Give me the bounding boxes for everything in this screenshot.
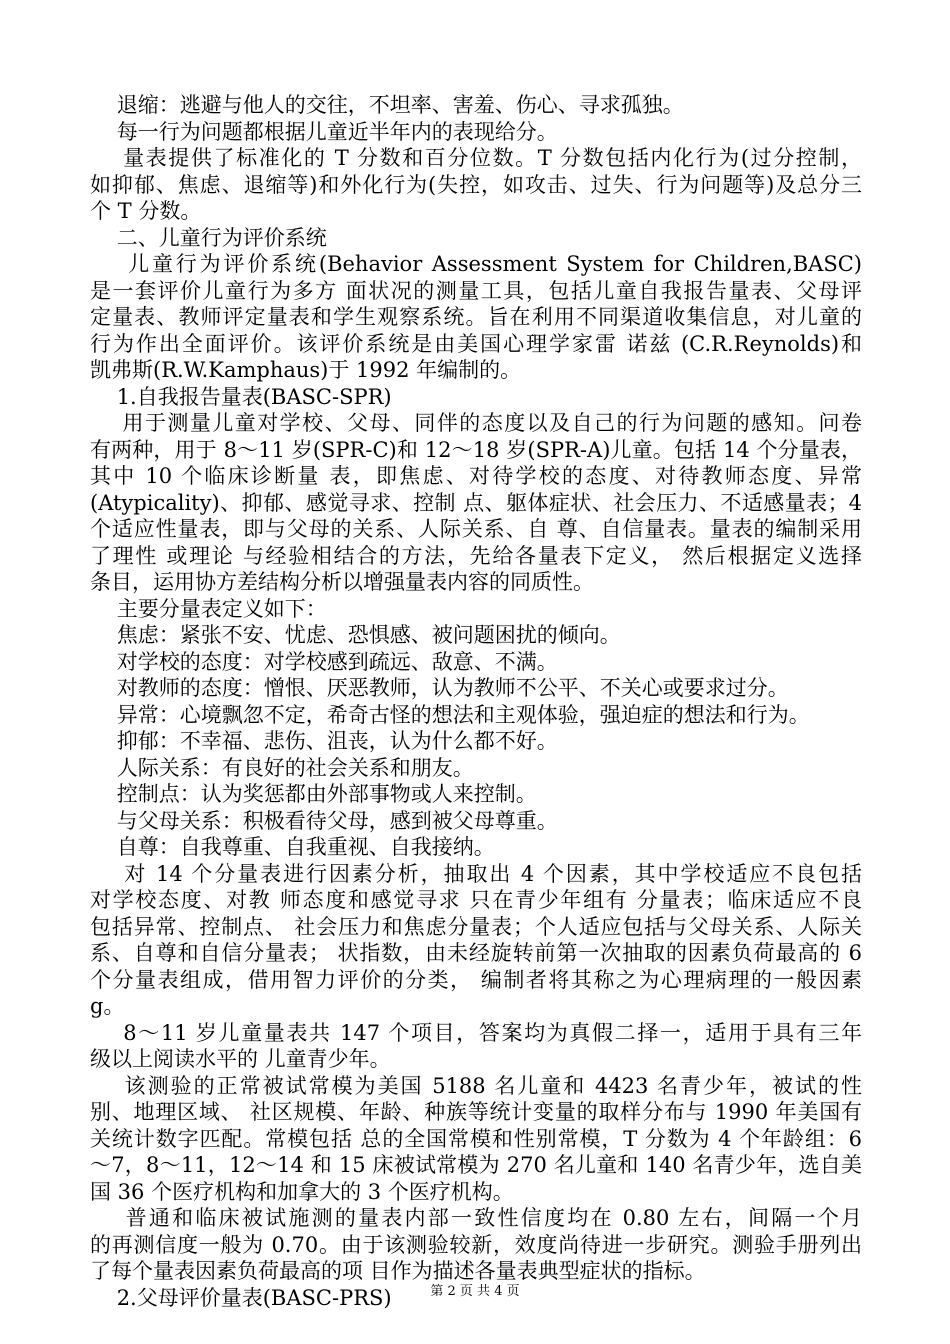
text-line: 个分量表组成，借用智力评价的分类， 编制者将其称之为心理病理的一般因素 [90, 967, 862, 992]
text-line: ～7，8～11，12～14 和 15 床被试常模为 270 名儿童和 140 名青少年，选自美 [90, 1153, 862, 1177]
text-line: 是一套评价儿童行为多方 面状况的测量工具，包括儿童自我报告量表、父母评 [90, 278, 862, 303]
text-line: 别、地理区域、 社区规模、年龄、种族等统计变量的取样分布与 1990 年美国有 [90, 1100, 862, 1124]
text-line: 2.父母评价量表(BASC-PRS) [90, 1285, 392, 1310]
text-line: 有两种，用于 8～11 岁(SPR-C)和 12～18 岁(SPR-A)儿童。包括 14 个分量表， [90, 437, 862, 462]
text-line: 8～11 岁儿童量表共 147 个项目，答案均为真假二择一，适用于具有三年 [90, 1020, 862, 1045]
text-line: 1.自我报告量表(BASC-SPR) [90, 384, 392, 409]
text-line: 主要分量表定义如下： [90, 596, 327, 621]
text-line: 二、儿童行为评价系统 [90, 225, 327, 250]
text-line: 个 T 分数。 [90, 199, 202, 223]
text-line: 对 14 个分量表进行因素分析，抽取出 4 个因素，其中学校适应不良包括 [90, 861, 862, 886]
text-line: 定量表、教师评定量表和学生观察系统。旨在利用不同渠道收集信息，对儿童的 [90, 305, 862, 329]
text-line: 人际关系：有良好的社会关系和朋友。 [90, 755, 474, 780]
text-line: 退缩：逃避与他人的交往，不坦率、害羞、伤心、寻求孤独。 [90, 93, 684, 117]
text-line: 包括异常、控制点、 社会压力和焦虑分量表；个人适应包括与父母关系、人际关 [90, 914, 862, 939]
text-line: 用于测量儿童对学校、父母、同伴的态度以及自己的行为问题的感知。问卷 [90, 411, 862, 435]
text-line: 如抑郁、焦虑、退缩等)和外化行为(失控，如攻击、过失、行为问题等)及总分三 [90, 172, 862, 197]
text-line: 凯弗斯(R.W.Kamphaus)于 1992 年编制的。 [90, 358, 522, 382]
text-line: 普通和临床被试施测的量表内部一致性信度均在 0.80 左右，间隔一个月 [90, 1206, 862, 1230]
text-line: 对学校的态度：对学校感到疏远、敌意、不满。 [90, 649, 558, 674]
text-line: g。 [90, 994, 125, 1018]
text-line: 每一行为问题都根据儿童近半年内的表现给分。 [90, 119, 558, 144]
text-line: 焦虑：紧张不安、忧虑、恐惧感、被问题困扰的倾向。 [90, 623, 621, 647]
text-line: 其中 10 个临床诊断量 表，即焦虑、对待学校的态度、对待教师态度、异常 [90, 464, 862, 488]
text-line: 对学校态度、对教 师态度和感觉寻求 只在青少年组有 分量表；临床适应不良 [90, 888, 862, 912]
text-line: 行为作出全面评价。该评价系统是由美国心理学家雷 诺兹 (C.R.Reynolds)和 [90, 331, 862, 356]
text-line: 的再测信度一般为 0.70。由于该测验较新，效度尚待进一步研究。测验手册列出 [90, 1232, 862, 1257]
text-line: 异常：心境飘忽不定，希奇古怪的想法和主观体验，强迫症的想法和行为。 [90, 702, 810, 727]
text-line: 该测验的正常被试常模为美国 5188 名儿童和 4423 名青少年，被试的性 [90, 1073, 862, 1098]
text-line: 级以上阅读水平的 儿童青少年。 [90, 1047, 391, 1071]
page-footer: 第 2 页 共 4 页 [430, 1284, 520, 1299]
text-line: (Atypicality)、抑郁、感觉寻求、控制 点、躯体症状、社会压力、不适感量表；4 [90, 490, 862, 515]
text-line: 与父母关系：积极看待父母，感到被父母尊重。 [90, 808, 558, 833]
text-line: 抑郁：不幸福、悲伤、沮丧，认为什么都不好。 [90, 729, 558, 753]
text-line: 对教师的态度：憎恨、厌恶教师，认为教师不公平、不关心或要求过分。 [90, 676, 789, 700]
document-body [90, 92, 862, 1311]
text-line: 了每个量表因素负荷最高的项 目作为描述各量表典型症状的指标。 [90, 1259, 706, 1283]
text-line: 系、自尊和自信分量表； 状指数，由未经旋转前第一次抽取的因素负荷最高的 6 [90, 941, 862, 965]
text-line: 关统计数字匹配。常模包括 总的全国常模和性别常模，T 分数为 4 个年龄组：6 [90, 1126, 862, 1151]
text-line: 儿童行为评价系统(Behavior Assessment System for Children,BASC) [90, 252, 862, 276]
text-line: 量表提供了标准化的 T 分数和百分位数。T 分数包括内化行为(过分控制， [90, 146, 862, 170]
text-line: 控制点：认为奖惩都由外部事物或人来控制。 [90, 782, 537, 806]
text-line: 自尊：自我尊重、自我重视、自我接纳。 [90, 835, 495, 859]
text-line: 个适应性量表，即与父母的关系、人际关系、自 尊、自信量表。量表的编制采用 [90, 517, 862, 541]
text-line: 国 36 个医疗机构和加拿大的 3 个医疗机构。 [90, 1179, 514, 1204]
text-line: 了理性 或理论 与经验相结合的方法，先给各量表下定义， 然后根据定义选择 [90, 543, 862, 568]
text-line: 条目，运用协方差结构分析以增强量表内容的同质性。 [90, 570, 594, 594]
